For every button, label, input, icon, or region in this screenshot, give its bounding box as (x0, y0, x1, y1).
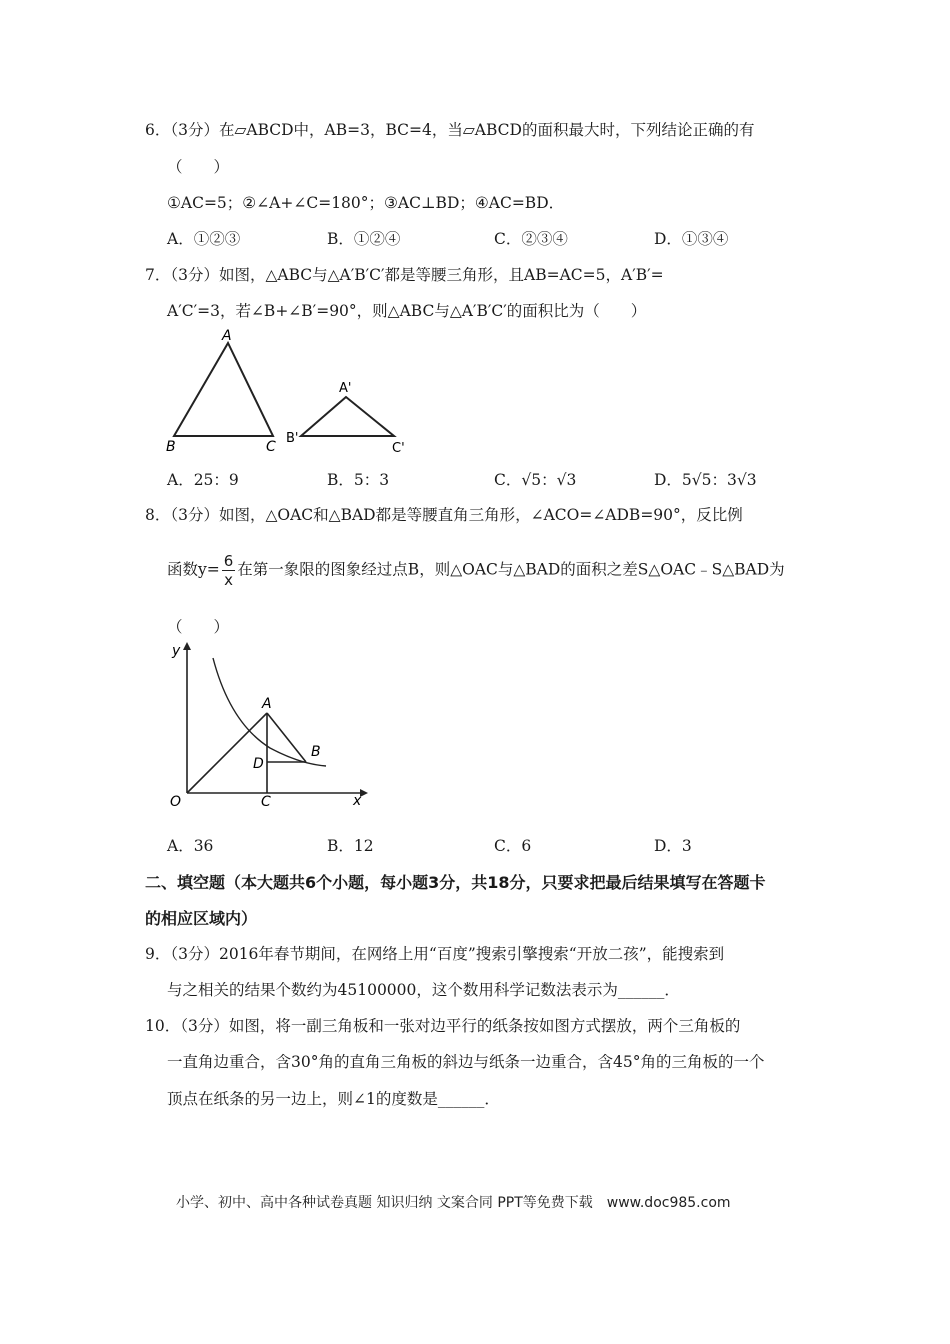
label-c: C (261, 794, 271, 810)
q7-option-d[interactable]: D．5√5：3√3 (654, 471, 757, 489)
label-d: D (253, 756, 264, 772)
q8-option-d[interactable]: D．3 (654, 837, 692, 855)
q8-fraction (222, 552, 236, 589)
q6-option-c[interactable]: C．②③④ (494, 230, 568, 248)
triangle-abc (174, 343, 273, 436)
label-a: A (262, 696, 272, 712)
q7-option-b[interactable]: B．5：3 (327, 471, 390, 489)
segment-ab (267, 713, 306, 762)
q10-stem-line2: 一直角边重合，含30°角的直角三角板的斜边与纸条一边重合，含45°角的三角板的一个 (167, 1053, 765, 1071)
q10-stem-line1: 10．（3分）如图，将一副三角板和一张对边平行的纸条按如图方式摆放，两个三角板的 (145, 1017, 741, 1035)
q8-option-b[interactable]: B．12 (327, 837, 374, 855)
page-footer: 小学、初中、高中各种试卷真题 知识归纳 文案合同 PPT等免费下载 www.doc985.com (176, 1195, 731, 1211)
q8-func-suffix: 在第一象限的图象经过点B，则△OAC与△BAD的面积之差S△OAC﹣S△BAD为 (237, 560, 785, 579)
q9-stem-line2: 与之相关的结果个数约为45100000，这个数用科学记数法表示为______． (167, 981, 680, 999)
triangle-a1b1c1 (301, 397, 394, 436)
label-a-prime: A' (339, 381, 352, 396)
section2-heading-line2: 的相应区域内） (145, 909, 258, 928)
q6-option-d[interactable]: D．①③④ (654, 230, 729, 248)
q7-figure (160, 325, 420, 460)
q6-statements: ①AC=5；②∠A+∠C=180°；③AC⊥BD；④AC=BD． (167, 194, 565, 212)
q7-option-a[interactable]: A．25：9 (167, 471, 239, 489)
label-a: A (222, 328, 232, 344)
q8-frac-num: 6 (223, 552, 234, 570)
q8-figure (160, 638, 370, 813)
section2-heading-line1: 二、填空题（本大题共6个小题，每小题3分，共18分，只要求把最后结果填写在答题卡 (145, 873, 766, 892)
q6-option-b[interactable]: B．①②④ (327, 230, 401, 248)
q8-frac-den: x (224, 571, 233, 589)
q7-option-c[interactable]: C．√5：√3 (494, 471, 577, 489)
label-c: C (266, 439, 276, 455)
label-b: B (166, 439, 176, 455)
q8-option-c[interactable]: C．6 (494, 837, 532, 855)
q8-stem-line1: 8．（3分）如图，△OAC和△BAD都是等腰直角三角形，∠ACO=∠ADB=90°，反比例 (145, 506, 743, 524)
q8-stem-line2 (167, 552, 785, 589)
q8-paren: （ ） (167, 618, 230, 636)
q7-stem-line1: 7．（3分）如图，△ABC与△A′B′C′都是等腰三角形，且AB=AC=5，A′B′= (145, 266, 664, 284)
q9-stem-line1: 9．（3分）2016年春节期间，在网络上用“百度”搜索引擎搜索“开放二孩”，能搜索到 (145, 945, 725, 963)
q10-stem-line3: 顶点在纸条的另一边上，则∠1的度数是______． (167, 1090, 500, 1108)
q6-stem: 6．（3分）在▱ABCD中，AB=3，BC=4，当▱ABCD的面积最大时，下列结论正确的有 (145, 121, 755, 139)
label-x: x (353, 793, 362, 809)
label-c-prime: C' (392, 441, 405, 456)
q7-stem-line2: A′C′=3，若∠B+∠B′=90°，则△ABC与△A′B′C′的面积比为（ ） (167, 302, 647, 320)
label-y: y (172, 643, 181, 659)
label-o: O (170, 794, 182, 810)
q8-func-prefix: 函数y= (167, 560, 220, 579)
y-axis-arrow (183, 642, 191, 650)
label-b-prime: B' (286, 431, 299, 446)
segment-oa (187, 713, 267, 793)
q6-paren: （ ） (167, 158, 230, 176)
q8-option-a[interactable]: A．36 (167, 837, 214, 855)
q6-option-a[interactable]: A．①②③ (167, 230, 241, 248)
label-b: B (311, 744, 321, 760)
